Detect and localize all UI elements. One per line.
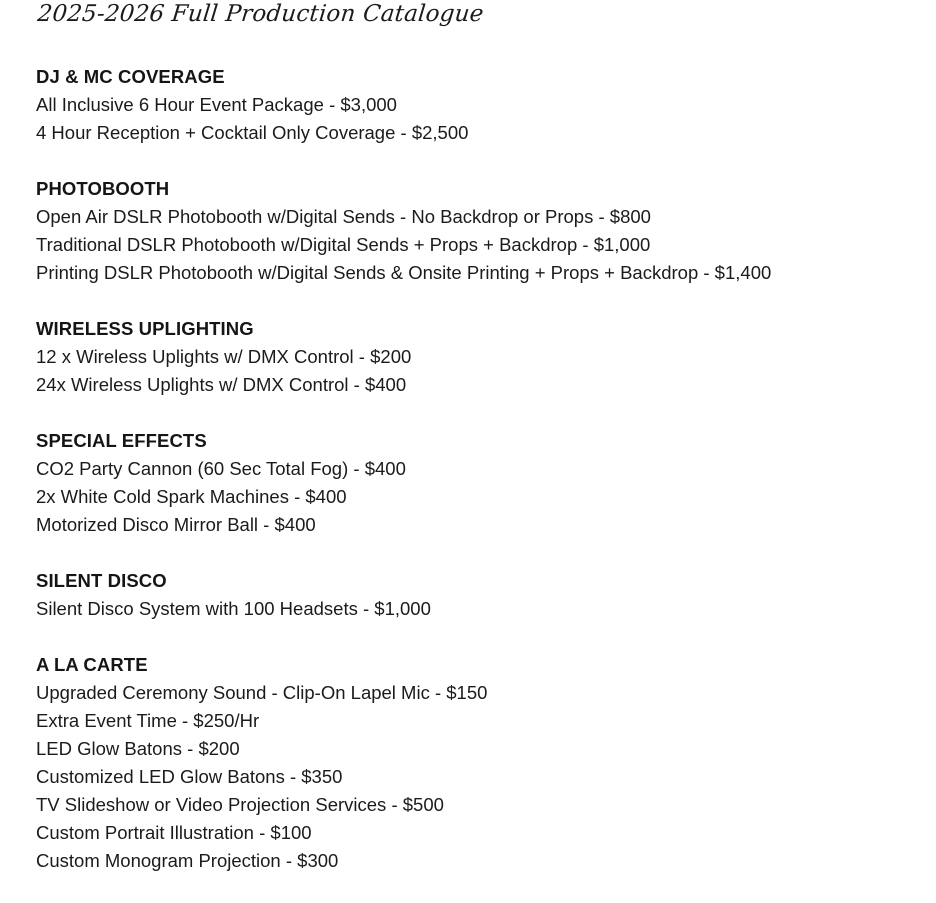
catalogue-list	[36, 63, 916, 903]
list-item: Upgraded Ceremony Sound - Clip-On Lapel Mic - $150	[36, 682, 488, 703]
list-item: Silent Disco System with 100 Headsets - $1,000	[36, 598, 431, 619]
list-item: Customized LED Glow Batons - $350	[36, 766, 343, 787]
list-item: 12 x Wireless Uplights w/ DMX Control - $200	[36, 346, 412, 367]
section-heading: SILENT DISCO	[36, 570, 167, 591]
section-silent-disco	[36, 567, 916, 623]
list-item: 4 Hour Reception + Cocktail Only Coverage - $2,500	[36, 122, 469, 143]
list-item: LED Glow Batons - $200	[36, 738, 240, 759]
section-heading: SPECIAL EFFECTS	[36, 430, 207, 451]
section-photobooth	[36, 175, 916, 287]
list-item: Traditional DSLR Photobooth w/Digital Sends + Props + Backdrop - $1,000	[36, 234, 651, 255]
section-special-effects	[36, 427, 916, 539]
list-item: Custom Portrait Illustration - $100	[36, 822, 312, 843]
list-item: TV Slideshow or Video Projection Services - $500	[36, 794, 444, 815]
section-a-la-carte	[36, 651, 916, 875]
list-item: Open Air DSLR Photobooth w/Digital Sends - No Backdrop or Props - $800	[36, 206, 651, 227]
list-item: 24x Wireless Uplights w/ DMX Control - $400	[36, 374, 407, 395]
section-dj-mc-coverage	[36, 63, 916, 147]
section-wireless-uplighting	[36, 315, 916, 399]
list-item: All Inclusive 6 Hour Event Package - $3,000	[36, 94, 397, 115]
page-title: 2025-2026 Full Production Catalogue	[36, 1, 485, 27]
list-item: Motorized Disco Mirror Ball - $400	[36, 514, 316, 535]
list-item: Custom Monogram Projection - $300	[36, 850, 339, 871]
section-heading: DJ & MC COVERAGE	[36, 66, 225, 87]
list-item: Extra Event Time - $250/Hr	[36, 710, 260, 731]
section-heading: A LA CARTE	[36, 654, 148, 675]
section-heading: WIRELESS UPLIGHTING	[36, 318, 254, 339]
list-item: Printing DSLR Photobooth w/Digital Sends & Onsite Printing + Props + Backdrop - $1,400	[36, 262, 772, 283]
section-heading: PHOTOBOOTH	[36, 178, 170, 199]
list-item: 2x White Cold Spark Machines - $400	[36, 486, 347, 507]
list-item: CO2 Party Cannon (60 Sec Total Fog) - $400	[36, 458, 406, 479]
